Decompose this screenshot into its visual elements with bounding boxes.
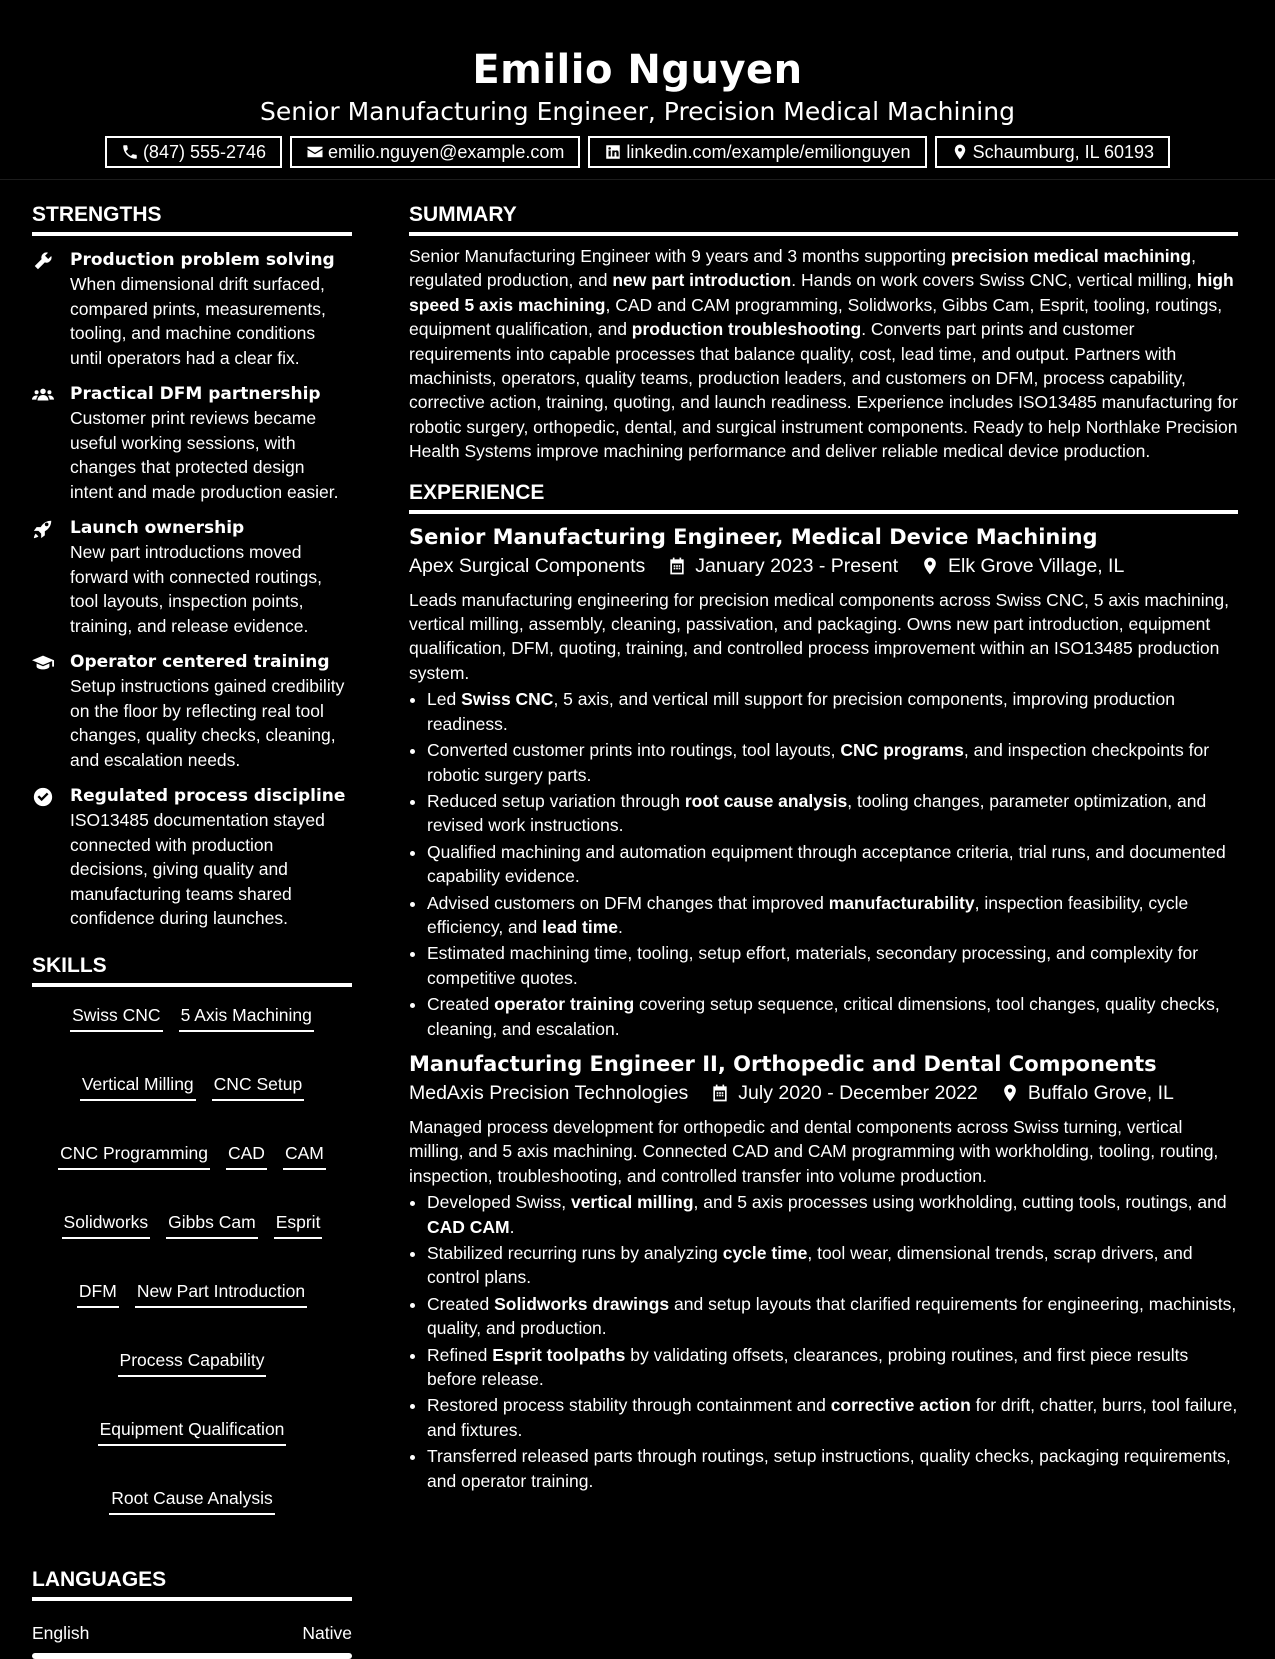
job-location: Buffalo Grove, IL: [1027, 1081, 1174, 1104]
job-location: Elk Grove Village, IL: [948, 554, 1125, 577]
skill-tag: Swiss CNC: [70, 1003, 162, 1032]
skill-tag: DFM: [77, 1279, 119, 1308]
skill-tag: 5 Axis Machining: [179, 1003, 314, 1032]
job-title: Manufacturing Engineer II, Orthopedic and Dental Components: [409, 1051, 1157, 1076]
skill-tag: CNC Programming: [58, 1141, 210, 1170]
skill-tag: Equipment Qualification: [98, 1417, 287, 1446]
candidate-name: Emilio Nguyen: [472, 47, 803, 93]
resume-header: [0, 0, 1275, 180]
envelope-icon: [306, 143, 324, 161]
strength-desc: Setup instructions gained credibility on the floor by reflecting real tool changes, quality checks, cleaning, and escalation needs.: [70, 676, 345, 770]
language-level: Native: [302, 1622, 352, 1643]
job-description: Leads manufacturing engineering for precision medical components across Swiss CNC, 5 axis machining, vertical milling, assembly, cleaning, passivation, and packaging. Owns new part introduction, equipment qualification, DFM, quoting, training, and controlled process improvement within an ISO13485 production system.: [409, 589, 1229, 683]
phone-chip[interactable]: [105, 136, 282, 168]
skill-tag: CAM: [283, 1141, 326, 1170]
strength-desc: When dimensional drift surfaced, compared prints, measurements, tooling, and machine conditions until operators had a clear fix.: [70, 274, 326, 368]
skill-tag: CAD: [226, 1141, 267, 1170]
graduation-cap-icon: [32, 652, 54, 674]
job-bullet: • Stabilized recurring runs by analyzing cycle time, tool wear, dimensional trends, scrap drivers, and control plans.: [427, 1241, 1238, 1290]
skill-tag: New Part Introduction: [135, 1279, 307, 1308]
language-name: English: [32, 1622, 90, 1643]
job-entry: [409, 1049, 1238, 1493]
email-chip[interactable]: [290, 136, 580, 168]
wrench-icon: [32, 250, 54, 272]
strength-desc: New part introductions moved forward with connected routings, tool layouts, inspection points, training, and release evidence.: [70, 542, 322, 636]
job-bullet: • Converted customer prints into routings, tool layouts, CNC programs, and inspection checkpoints for robotic surgery parts.: [427, 738, 1238, 787]
language-row: [32, 1621, 352, 1645]
job-description: Managed process development for orthopedic and dental components across Swiss turning, vertical milling, and 5 axis machining. Connected CAD and CAM programming with workholding, tooling, routing, inspection, troubleshooting, and controlled transfer into volume production.: [409, 1116, 1219, 1186]
phone-text: (847) 555-2746: [142, 142, 267, 162]
skill-tag: Process Capability: [118, 1348, 267, 1377]
job-meta: [409, 552, 1238, 580]
job-bullets: [409, 1190, 1238, 1493]
job-bullets: [409, 687, 1238, 1041]
job-bullet: • Estimated machining time, tooling, setup effort, materials, secondary processing, and complexity for competitive quotes.: [427, 941, 1238, 990]
language-proficiency-bar: [32, 1653, 352, 1659]
job-bullet: • Created Solidworks drawings and setup layouts that clarified requirements for engineering, machinists, quality, and production.: [427, 1292, 1238, 1341]
users-icon: [32, 384, 54, 406]
job-meta: [409, 1079, 1238, 1107]
left-column: [32, 180, 352, 1659]
skill-tag: Solidworks: [62, 1210, 151, 1239]
strength-title: Operator centered training: [70, 652, 330, 672]
job-bullet: • Restored process stability through containment and corrective action for drift, chatter, burrs, tool failure, and fixtures.: [427, 1393, 1238, 1442]
job-entry: [409, 522, 1238, 1041]
strength-item: [32, 650, 352, 772]
job-bullet: • Transferred released parts through routings, setup instructions, quality checks, packaging requirements, and operator training.: [427, 1444, 1238, 1493]
right-column: [409, 180, 1238, 1659]
strength-item: [32, 516, 352, 638]
linkedin-icon: [604, 143, 622, 161]
phone-icon: [121, 143, 139, 161]
contact-bar: [0, 136, 1275, 168]
location-text: Schaumburg, IL 60193: [972, 142, 1155, 162]
strength-title: Production problem solving: [70, 250, 335, 270]
job-company: MedAxis Precision Technologies: [409, 1081, 689, 1104]
email-text: emilio.nguyen@example.com: [328, 142, 565, 162]
job-dates: July 2020 - December 2022: [738, 1081, 978, 1104]
skills-heading: SKILLS: [32, 951, 352, 987]
job-dates: January 2023 - Present: [695, 554, 898, 577]
strength-title: Practical DFM partnership: [70, 384, 321, 404]
job-title: Senior Manufacturing Engineer, Medical Device Machining: [409, 524, 1098, 549]
skill-tag: Root Cause Analysis: [109, 1486, 274, 1515]
candidate-headline: Senior Manufacturing Engineer, Precision Medical Machining: [260, 97, 1015, 126]
map-pin-icon: [920, 556, 940, 576]
strengths-heading: STRENGTHS: [32, 200, 352, 236]
job-bullet: • Reduced setup variation through root cause analysis, tooling changes, parameter optimization, and revised work instructions.: [427, 789, 1238, 838]
job-bullet: • Refined Esprit toolpaths by validating offsets, clearances, probing routines, and first piece results before release.: [427, 1343, 1238, 1392]
strength-item: [32, 784, 352, 931]
experience-heading: EXPERIENCE: [409, 478, 1238, 514]
job-bullet: • Developed Swiss, vertical milling, and 5 axis processes using workholding, cutting tools, routings, and CAD CAM.: [427, 1190, 1238, 1239]
strength-item: [32, 382, 352, 504]
strength-item: [32, 248, 352, 370]
languages-heading: LANGUAGES: [32, 1565, 352, 1601]
linkedin-text: linkedin.com/example/emilionguyen: [626, 142, 911, 162]
summary-heading: SUMMARY: [409, 200, 1238, 236]
skills-list: [32, 987, 352, 1525]
check-circle-icon: [32, 786, 54, 808]
linkedin-chip[interactable]: [588, 136, 926, 168]
summary-text: Senior Manufacturing Engineer with 9 years and 3 months supporting precision medical machining, regulated production, and new part introduction. Hands on work covers Swiss CNC, vertical milling, high speed 5 axis machining, CAD and CAM programming, Solidworks, Gibbs Cam, Esprit, tooling, routings, equipment qualification, and production troubleshooting. Converts part prints and customer requirements into capable processes that balance quality, cost, lead time, and output. Partners with machinists, operators, quality teams, production leaders, and customers on DFM, process capability, corrective action, training, quoting, and launch readiness. Experience includes ISO13485 manufacturing for robotic surgery, orthopedic, dental, and surgical instrument components. Ready to help Northlake Precision Health Systems improve machining performance and deliver reliable medical device production.: [409, 246, 1238, 462]
strength-desc: Customer print reviews became useful working sessions, with changes that protected design intent and made production easier.: [70, 408, 339, 502]
job-bullet: • Qualified machining and automation equipment through acceptance criteria, trial runs, and documented capability evidence.: [427, 840, 1238, 889]
strength-desc: ISO13485 documentation stayed connected with production decisions, giving quality and manufacturing teams shared confidence during launches.: [70, 810, 325, 928]
skill-tag: Gibbs Cam: [166, 1210, 258, 1239]
map-pin-icon: [1000, 1083, 1020, 1103]
strength-title: Launch ownership: [70, 518, 245, 538]
location-chip[interactable]: [935, 136, 1170, 168]
skill-tag: Esprit: [274, 1210, 323, 1239]
job-bullet: • Led Swiss CNC, 5 axis, and vertical mill support for precision components, improving production readiness.: [427, 687, 1238, 736]
job-bullet: • Created operator training covering setup sequence, critical dimensions, tool changes, quality checks, cleaning, and escalation.: [427, 992, 1238, 1041]
skill-tag: CNC Setup: [212, 1072, 305, 1101]
rocket-icon: [32, 518, 54, 540]
map-pin-icon: [951, 143, 969, 161]
job-company: Apex Surgical Components: [409, 554, 646, 577]
strength-title: Regulated process discipline: [70, 786, 346, 806]
job-bullet: • Advised customers on DFM changes that improved manufacturability, inspection feasibility, cycle efficiency, and lead time.: [427, 891, 1238, 940]
calendar-icon: [710, 1083, 730, 1103]
skill-tag: Vertical Milling: [80, 1072, 196, 1101]
calendar-icon: [667, 556, 687, 576]
